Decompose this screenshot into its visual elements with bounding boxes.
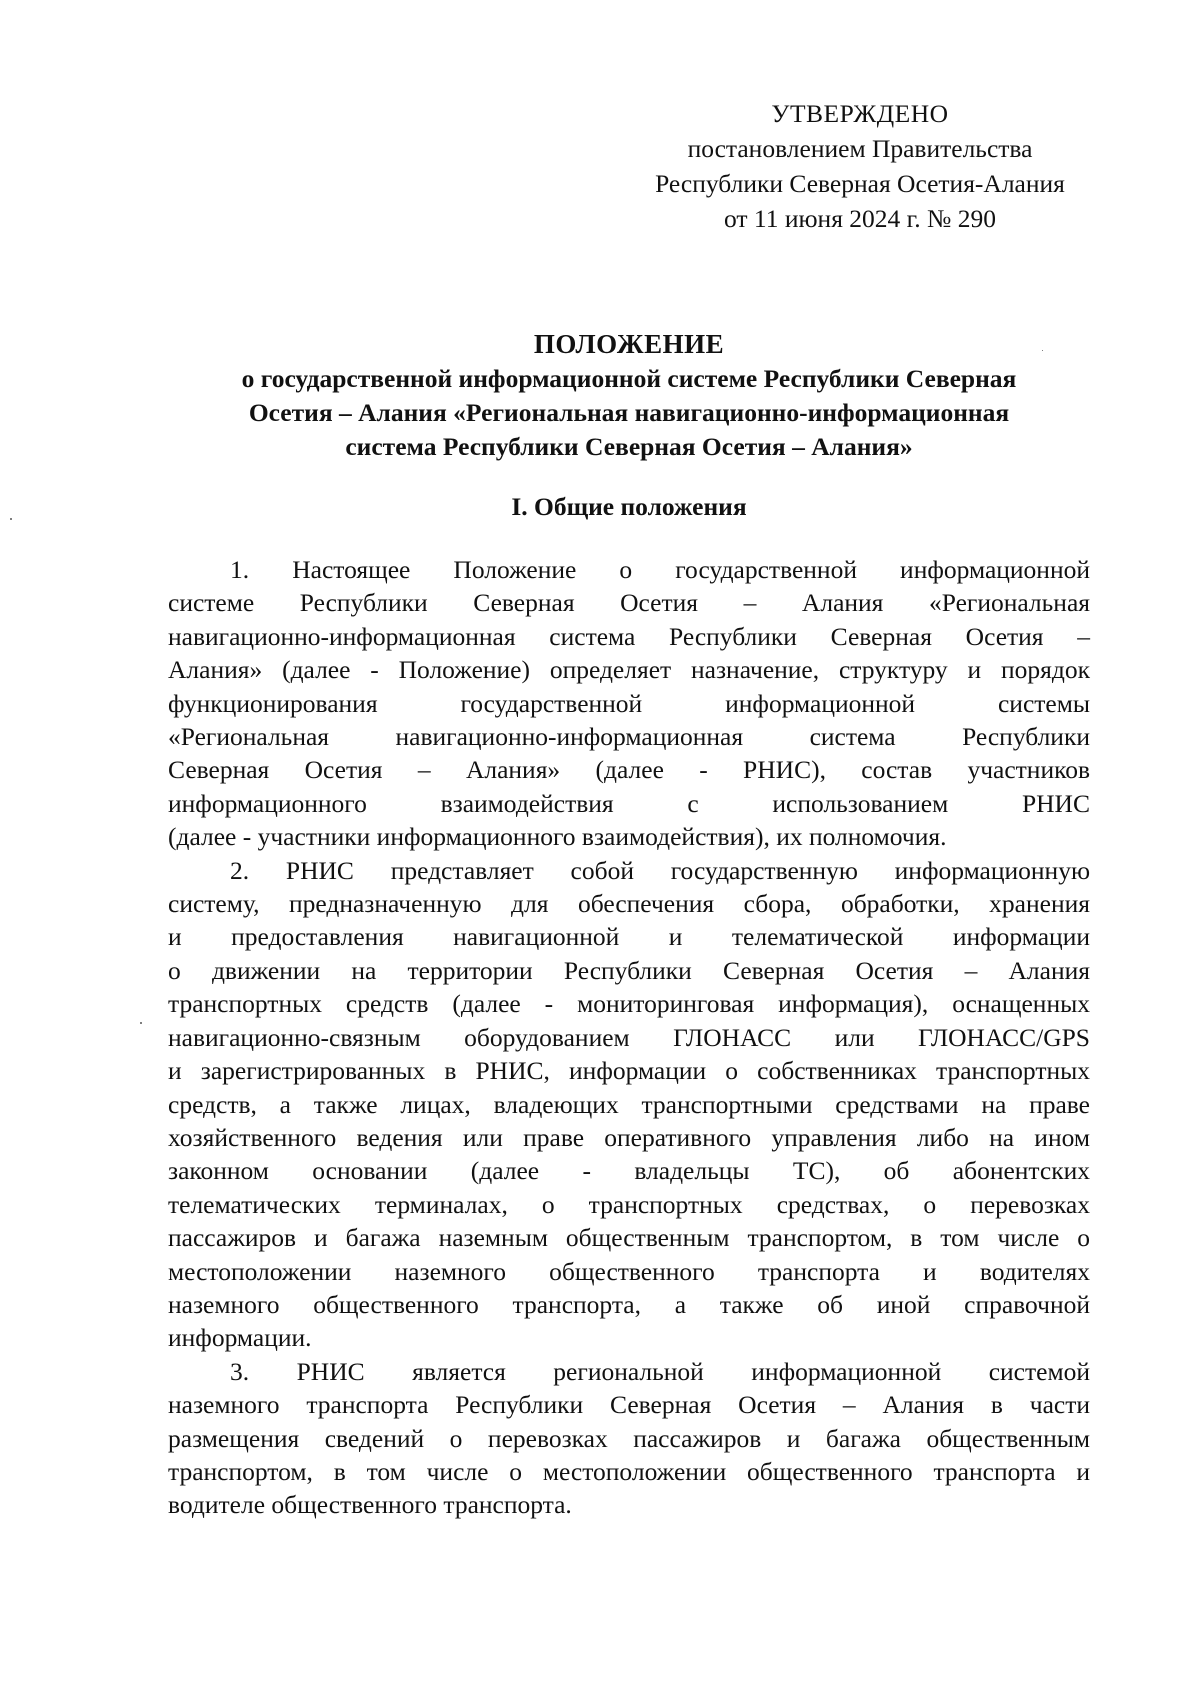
document-title-block — [168, 326, 1090, 464]
document-body — [168, 553, 1090, 1522]
paragraph-line: информации. — [168, 1323, 312, 1353]
paragraph-line: Алания» (далее - Положение) определяет назначение, структуру и порядок — [168, 655, 1090, 685]
paragraph-line: размещения сведений о перевозках пассажиров и багажа общественным — [168, 1423, 1090, 1453]
document-title: ПОЛОЖЕНИЕ — [533, 329, 725, 359]
approval-region: Республики Северная Осетия-Алания — [655, 169, 1065, 198]
scan-speck — [1042, 350, 1043, 351]
paragraph-line: и предоставления навигационной и телематической информации — [168, 922, 1090, 952]
document-subtitle-line: Осетия – Алания «Региональная навигационно-информационная — [248, 398, 1010, 427]
paragraph-line: транспортом, в том числе о местоположении общественного транспорта и — [168, 1456, 1090, 1486]
paragraph-line: наземного транспорта Республики Северная Осетия – Алания в части — [168, 1390, 1090, 1420]
paragraph-line: водителе общественного транспорта. — [168, 1490, 572, 1520]
paragraph-line: пассажиров и багажа наземным общественным транспортом, в том числе о — [168, 1223, 1090, 1253]
paragraph-line: (далее - участники информационного взаимодействия), их полномочия. — [168, 822, 947, 852]
paragraph-1 — [168, 553, 1090, 854]
paragraph-line: телематических терминалах, о транспортных средствах, о перевозках — [168, 1189, 1090, 1219]
paragraph-2 — [168, 854, 1090, 1355]
document-subtitle-line: о государственной информационной системе Республики Северная — [241, 364, 1017, 393]
scan-speck — [10, 518, 12, 520]
paragraph-line: «Региональная навигационно-информационная система Республики — [168, 722, 1090, 752]
paragraph-line: 2. РНИС представляет собой государственную информационную — [230, 855, 1090, 885]
paragraph-3 — [168, 1355, 1090, 1522]
section-heading: I. Общие положения — [511, 492, 747, 521]
approval-stamp — [600, 96, 1120, 236]
paragraph-line: наземного общественного транспорта, а также об иной справочной — [168, 1289, 1090, 1319]
document-subtitle-line: система Республики Северная Осетия – Алания» — [345, 432, 913, 461]
approval-issuer: постановлением Правительства — [687, 134, 1033, 163]
paragraph-line: хозяйственного ведения или праве оперативного управления либо на ином — [168, 1122, 1090, 1152]
paragraph-line: 3. РНИС является региональной информационной системой — [230, 1356, 1090, 1386]
paragraph-line: о движении на территории Республики Северная Осетия – Алания — [168, 955, 1090, 985]
paragraph-line: местоположении наземного общественного транспорта и водителях — [168, 1256, 1090, 1286]
paragraph-line: системе Республики Северная Осетия – Алания «Региональная — [168, 588, 1090, 618]
paragraph-line: средств, а также лицах, владеющих транспортными средствами на праве — [168, 1089, 1090, 1119]
paragraph-line: законном основании (далее - владельцы ТС), об абонентских — [168, 1156, 1090, 1186]
paragraph-line: функционирования государственной информационной системы — [168, 688, 1090, 718]
paragraph-line: 1. Настоящее Положение о государственной информационной — [230, 555, 1090, 584]
paragraph-line: навигационно-информационная система Республики Северная Осетия – — [168, 621, 1090, 651]
paragraph-line: транспортных средств (далее - мониторинговая информация), оснащенных — [168, 989, 1090, 1019]
paragraph-line: навигационно-связным оборудованием ГЛОНАСС или ГЛОНАСС/GPS — [168, 1022, 1090, 1052]
paragraph-line: систему, предназначенную для обеспечения сбора, обработки, хранения — [168, 889, 1090, 919]
paragraph-line: и зарегистрированных в РНИС, информации о собственниках транспортных — [168, 1056, 1090, 1086]
paragraph-line: информационного взаимодействия с использованием РНИС — [168, 788, 1090, 818]
approval-heading: УТВЕРЖДЕНО — [771, 99, 949, 128]
scan-speck — [140, 1022, 142, 1024]
approval-date-number: от 11 июня 2024 г. № 290 — [724, 204, 996, 233]
paragraph-line: Северная Осетия – Алания» (далее - РНИС), состав участников — [168, 755, 1090, 785]
